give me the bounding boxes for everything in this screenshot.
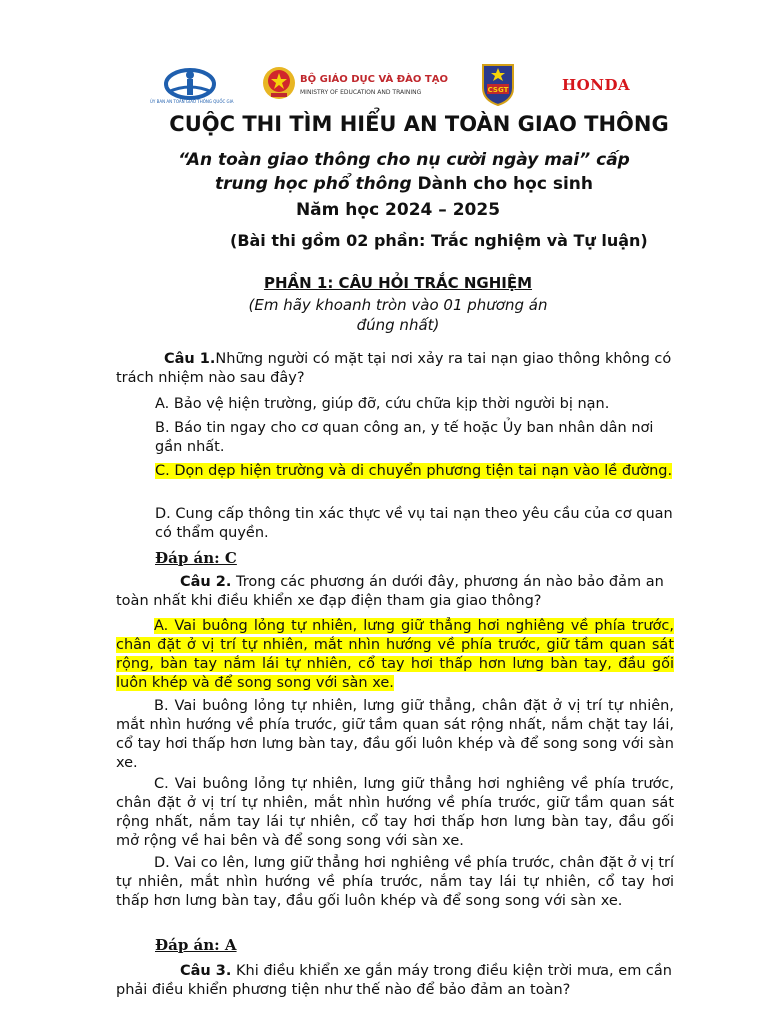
police-shield-icon xyxy=(480,62,516,106)
section-instruction-2: đúng nhất) xyxy=(356,316,440,334)
question-2 xyxy=(116,573,678,611)
question-3-label: Câu 3. xyxy=(180,963,232,979)
question-2-label: Câu 2. xyxy=(180,574,232,590)
question-1-label: Câu 1. xyxy=(164,351,216,367)
section-instruction-1: (Em hãy khoanh tròn vào 01 phương án xyxy=(248,296,548,314)
traffic-police-logo xyxy=(480,62,516,106)
question-3 xyxy=(116,962,678,1000)
question-1-option-b: B. Báo tin ngay cho cơ quan công an, y tế hoặc Ủy ban nhân dân nơi gần nhất. xyxy=(155,420,654,455)
question-1 xyxy=(116,350,678,388)
question-3-text: Khi điều khiển xe gắn máy trong điều kiện trời mưa, em cần phải điều khiển phương tiện như thế nào để bảo đảm an toàn? xyxy=(116,963,672,998)
question-1-text: Những người có mặt tại nơi xảy ra tai nạn giao thông không có trách nhiệm nào sau đây? xyxy=(116,351,672,386)
honda-logo: HONDA xyxy=(562,76,631,94)
question-2-text: Trong các phương án dưới đây, phương án nào bảo đảm an toàn nhất khi điều khiển xe đạp điện tham gia giao thông? xyxy=(116,574,664,609)
logo-bar xyxy=(0,62,768,110)
ministry-name-vi: BỘ GIÁO DỤC VÀ ĐÀO TẠO xyxy=(300,74,448,85)
question-1-answer: Đáp án: C xyxy=(155,549,237,567)
national-emblem-icon xyxy=(262,66,296,100)
question-2-answer: Đáp án: A xyxy=(155,936,237,954)
audience-rest: Dành cho học sinh xyxy=(411,174,593,194)
contest-title: CUỘC THI TÌM HIỂU AN TOÀN GIAO THÔNG xyxy=(169,112,669,136)
committee-emblem-icon xyxy=(150,66,230,100)
audience-line xyxy=(0,174,768,194)
slogan-line xyxy=(0,150,768,170)
question-2-option-b: B. Vai buông lỏng tự nhiên, lưng giữ thẳng, chân đặt ở vị trí tự nhiên, mắt nhìn hướng về phía trước, giữ tầm quan sát rộng nhất, nắm chặt tay lái, cổ tay hơi thấp hơn lưng bàn tay, đầu gối luôn khép và để song song với sàn xe. xyxy=(116,698,674,771)
question-2-option-c: C. Vai buông lỏng tự nhiên, lưng giữ thẳng hơi nghiêng về phía trước, chân đặt ở vị trí tự nhiên, mắt nhìn hướng về phía trước, giữ tầm quan sát rộng nhất, nắm tay lái tự nhiên, cổ tay hơi thấp hơn lưng bàn tay, đầu gối mở rộng về hai bên và để song song với sàn xe. xyxy=(116,776,674,849)
school-year: Năm học 2024 – 2025 xyxy=(295,200,501,220)
question-1-option-c: C. Dọn dẹp hiện trường và di chuyển phương tiện tai nạn vào lề đường. xyxy=(155,463,673,479)
traffic-safety-committee-logo xyxy=(150,66,234,106)
ministry-of-education-logo xyxy=(262,64,448,104)
exam-parts-note: (Bài thi gồm 02 phần: Trắc nghiệm và Tự luận) xyxy=(230,231,648,250)
police-badge-text: CSGT xyxy=(487,86,509,94)
section-heading: PHẦN 1: CÂU HỎI TRẮC NGHIỆM xyxy=(263,274,533,292)
committee-caption: ỦY BAN AN TOÀN GIAO THÔNG QUỐC GIA xyxy=(150,99,234,104)
question-1-option-d: D. Cung cấp thông tin xác thực về vụ tai nạn theo yêu cầu của cơ quan có thẩm quyền. xyxy=(155,506,673,541)
question-2-option-d: D. Vai co lên, lưng giữ thẳng hơi nghiêng về phía trước, chân đặt ở vị trí tự nhiên, mắt nhìn hướng về phía trước, nắm tay lái tự nhiên, cổ tay hơi thấp hơn lưng bàn tay, đầu gối luôn khép và để song song với sàn xe. xyxy=(116,855,674,909)
slogan-text: “An toàn giao thông cho nụ cười ngày mai” cấp xyxy=(178,150,630,170)
ministry-name-en: MINISTRY OF EDUCATION AND TRAINING xyxy=(300,89,422,96)
question-2-option-a: A. Vai buông lỏng tự nhiên, lưng giữ thẳng hơi nghiêng về phía trước, chân đặt ở vị trí tự nhiên, mắt nhìn hướng về phía trước, giữ tầm quan sát rộng, bàn tay nắm lái tự nhiên, cổ tay hơi thấp hơn lưng bàn tay, đầu gối luôn khép và để song song với sàn xe. xyxy=(116,618,674,691)
audience-italic: trung học phổ thông xyxy=(215,174,412,194)
question-1-option-a: A. Bảo vệ hiện trường, giúp đỡ, cứu chữa kịp thời người bị nạn. xyxy=(155,396,610,412)
